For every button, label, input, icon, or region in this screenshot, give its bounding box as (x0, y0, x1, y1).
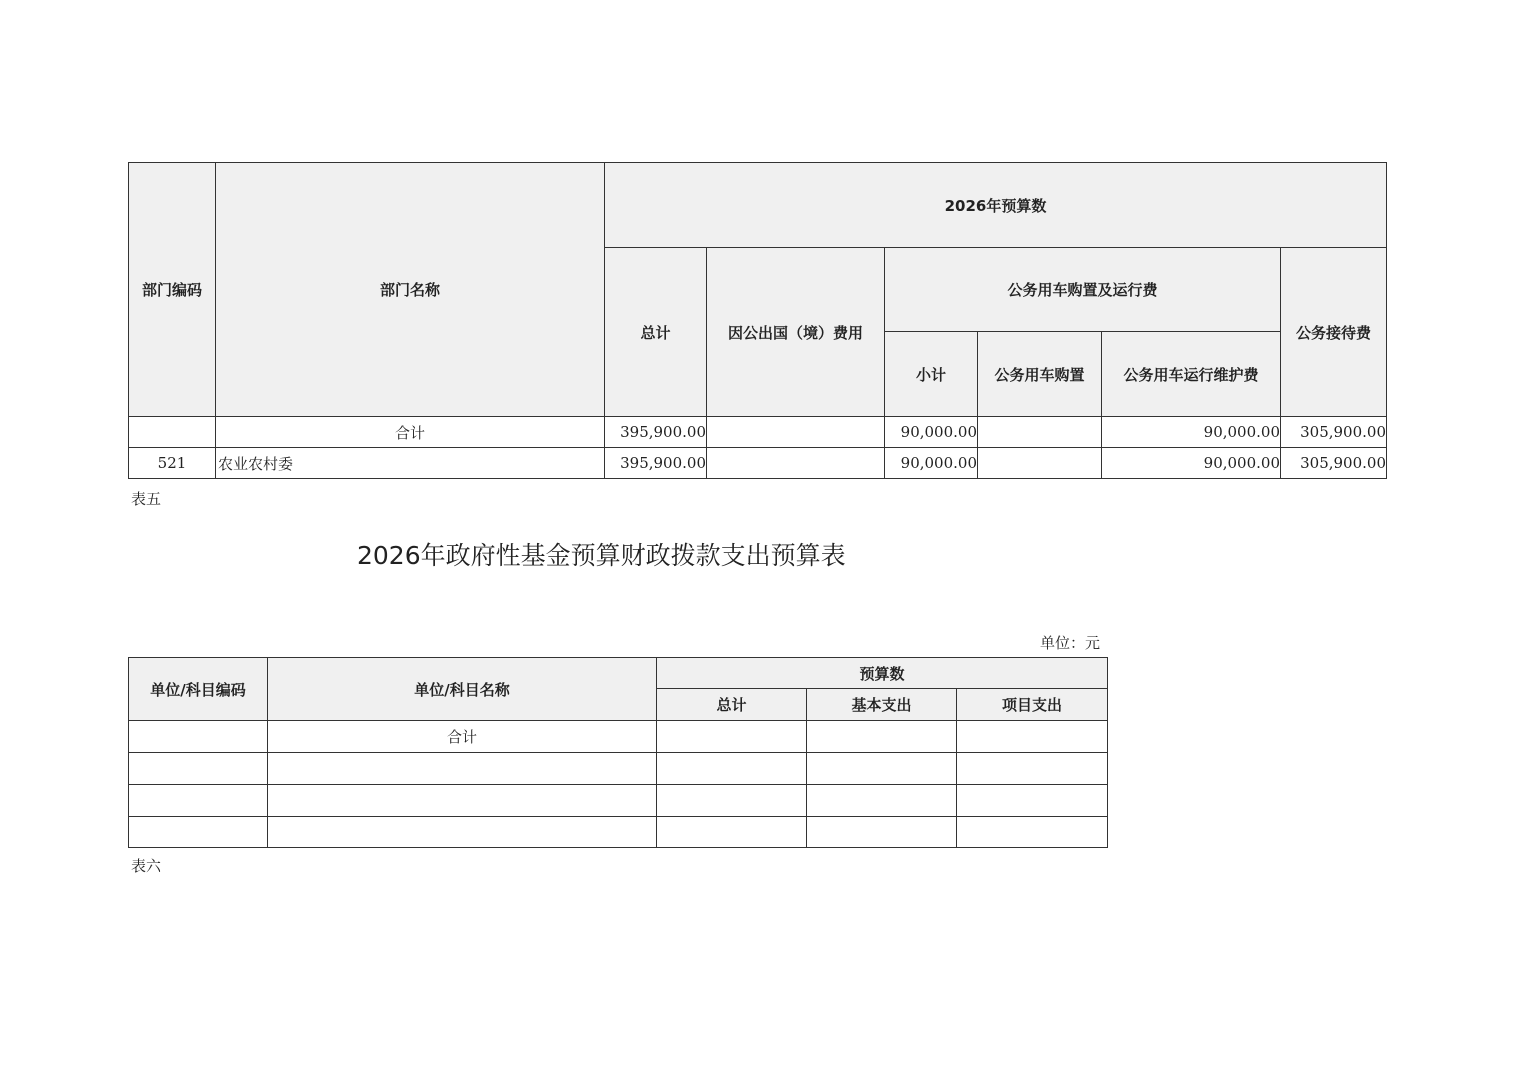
cell-name: 合计 (216, 417, 605, 448)
header-dept-name: 部门名称 (216, 163, 605, 417)
header-vehicle-purchase: 公务用车购置 (978, 332, 1102, 417)
cell-basic (807, 753, 957, 785)
header-code: 单位/科目编码 (129, 658, 268, 721)
cell-total (657, 785, 807, 817)
header-dept-code: 部门编码 (129, 163, 216, 417)
header-basic: 基本支出 (807, 689, 957, 721)
cell-total (657, 721, 807, 753)
cell-subtotal: 90,000.00 (885, 417, 978, 448)
header-abroad: 因公出国（境）费用 (707, 248, 885, 417)
cell-basic (807, 817, 957, 848)
cell-code: 521 (129, 448, 216, 479)
cell-maint: 90,000.00 (1102, 417, 1281, 448)
cell-project (957, 785, 1108, 817)
header-vehicle-maint: 公务用车运行维护费 (1102, 332, 1281, 417)
cell-name: 合计 (268, 721, 657, 753)
cell-basic (807, 785, 957, 817)
header-project: 项目支出 (957, 689, 1108, 721)
header-name: 单位/科目名称 (268, 658, 657, 721)
table-note-6: 表六 (131, 857, 162, 875)
cell-code (129, 785, 268, 817)
budget-table-1 (128, 162, 1387, 479)
section-title: 2026年政府性基金预算财政拨款支出预算表 (357, 541, 846, 570)
cell-name: 农业农村委 (216, 448, 605, 479)
cell-abroad (707, 417, 885, 448)
header-subtotal: 小计 (885, 332, 978, 417)
cell-maint: 90,000.00 (1102, 448, 1281, 479)
table-row (129, 448, 1387, 479)
cell-total: 395,900.00 (605, 417, 707, 448)
table-note-5: 表五 (131, 490, 162, 508)
cell-code (129, 417, 216, 448)
cell-total: 395,900.00 (605, 448, 707, 479)
cell-total (657, 753, 807, 785)
cell-total (657, 817, 807, 848)
header-total: 总计 (657, 689, 807, 721)
table-row (129, 417, 1387, 448)
cell-code (129, 817, 268, 848)
cell-name (268, 817, 657, 848)
header-budget-group: 2026年预算数 (605, 163, 1387, 248)
cell-reception: 305,900.00 (1281, 448, 1387, 479)
cell-project (957, 817, 1108, 848)
unit-label: 单位：元 (1040, 634, 1101, 652)
header-vehicle-group: 公务用车购置及运行费 (885, 248, 1281, 332)
header-budget-group: 预算数 (657, 658, 1108, 689)
cell-subtotal: 90,000.00 (885, 448, 978, 479)
cell-code (129, 721, 268, 753)
table-row (129, 721, 1108, 753)
cell-abroad (707, 448, 885, 479)
header-reception: 公务接待费 (1281, 248, 1387, 417)
header-total: 总计 (605, 248, 707, 417)
cell-basic (807, 721, 957, 753)
cell-reception: 305,900.00 (1281, 417, 1387, 448)
cell-purchase (978, 417, 1102, 448)
table-row (129, 753, 1108, 785)
cell-code (129, 753, 268, 785)
cell-purchase (978, 448, 1102, 479)
table-row (129, 785, 1108, 817)
cell-name (268, 785, 657, 817)
cell-name (268, 753, 657, 785)
budget-table-2 (128, 657, 1108, 848)
cell-project (957, 753, 1108, 785)
cell-project (957, 721, 1108, 753)
table-row (129, 817, 1108, 848)
